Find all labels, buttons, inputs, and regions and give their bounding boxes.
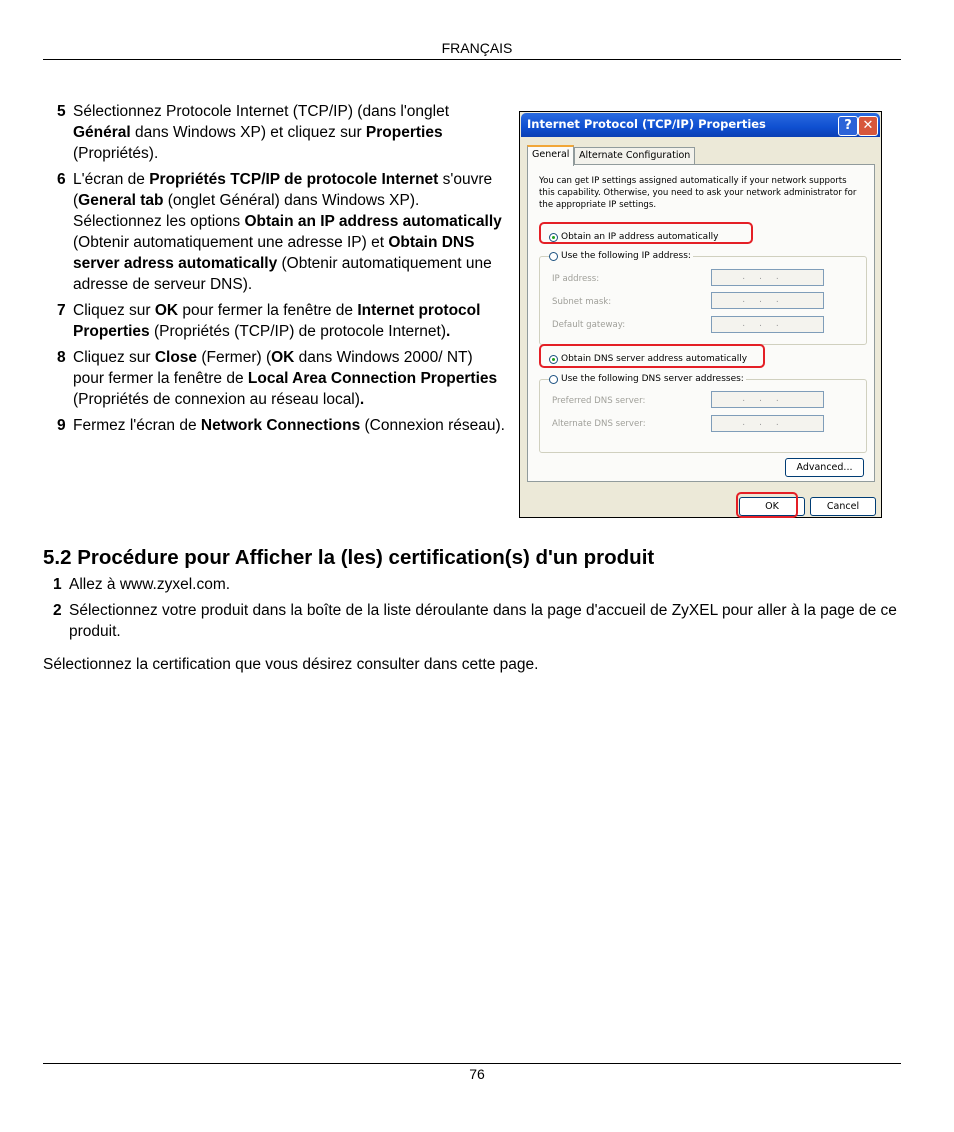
preferred-dns-label: Preferred DNS server:	[552, 396, 646, 406]
ip-address-input[interactable]: ...	[711, 269, 824, 286]
step-number: 9	[57, 417, 66, 434]
step-item	[57, 101, 505, 164]
dialog-title: Internet Protocol (TCP/IP) Properties	[527, 117, 766, 131]
closing-paragraph: Sélectionnez la certification que vous désirez consulter dans cette page.	[43, 656, 539, 673]
step-text: Sélectionnez votre produit dans la boîte de la liste déroulante dans la page d'accueil de ZyXEL pour aller à la page de ce produit.	[69, 602, 897, 640]
ok-button[interactable]: OK	[739, 497, 805, 516]
tab-alternate-configuration[interactable]: Alternate Configuration	[574, 147, 695, 165]
highlight-obtain-ip	[539, 222, 753, 244]
tcpip-properties-dialog	[519, 111, 882, 518]
step-item	[57, 300, 505, 342]
default-gateway-label: Default gateway:	[552, 320, 626, 330]
step-number: 1	[53, 576, 62, 593]
page-number: 76	[469, 1066, 485, 1082]
step-number: 8	[57, 349, 66, 366]
general-panel	[527, 164, 875, 482]
radio-label: Use the following IP address:	[561, 251, 691, 261]
step-item	[53, 600, 903, 642]
alternate-dns-input[interactable]: ...	[711, 415, 824, 432]
radio-use-following-dns[interactable]	[549, 374, 746, 384]
radio-unselected-icon	[549, 252, 558, 261]
footer-rule	[43, 1063, 901, 1064]
step-item	[57, 169, 505, 295]
step-text: Fermez l'écran de Network Connections (Connexion réseau).	[73, 417, 505, 434]
help-button[interactable]: ?	[838, 116, 858, 136]
dialog-titlebar	[521, 113, 880, 137]
cancel-button[interactable]: Cancel	[810, 497, 876, 516]
preferred-dns-input[interactable]: ...	[711, 391, 824, 408]
subnet-mask-label: Subnet mask:	[552, 297, 612, 307]
radio-unselected-icon	[549, 375, 558, 384]
step-item	[57, 347, 505, 410]
header-rule	[43, 59, 901, 60]
radio-label: Obtain DNS server address automatically	[561, 354, 748, 364]
step-text: Sélectionnez Protocole Internet (TCP/IP) (dans l'onglet Général dans Windows XP) et cliquez sur Properties (Propriétés).	[73, 103, 450, 162]
step-number: 2	[53, 602, 62, 619]
step-text: Cliquez sur OK pour fermer la fenêtre de Internet protocol Properties (Propriétés (TCP/IP) de protocole Internet).	[73, 302, 481, 340]
step-text: Cliquez sur Close (Fermer) (OK dans Windows 2000/ NT) pour fermer la fenêtre de Local Area Connection Properties (Propriétés de connexion au réseau local).	[73, 349, 498, 408]
dialog-description: You can get IP settings assigned automatically if your network supports this capability. Otherwise, you need to ask your network administrator for the appropriate IP settings.	[539, 176, 857, 210]
step-number: 6	[57, 171, 66, 188]
page-header: FRANÇAIS	[441, 40, 513, 56]
instruction-steps	[57, 101, 505, 441]
subnet-mask-input[interactable]: ...	[711, 292, 824, 309]
section-steps	[53, 574, 903, 647]
tab-general[interactable]: General	[527, 145, 574, 166]
default-gateway-input[interactable]: ...	[711, 316, 824, 333]
highlight-obtain-dns	[539, 344, 765, 368]
radio-label: Use the following DNS server addresses:	[561, 374, 744, 384]
step-text: Allez à www.zyxel.com.	[69, 576, 231, 593]
radio-use-following-ip[interactable]	[549, 251, 693, 261]
advanced-button[interactable]: Advanced...	[785, 458, 864, 477]
radio-label: Obtain an IP address automatically	[561, 232, 719, 242]
step-number: 7	[57, 302, 66, 319]
ip-address-label: IP address:	[552, 274, 600, 284]
step-number: 5	[57, 103, 66, 120]
section-title: 5.2 Procédure pour Afficher la (les) certification(s) d'un produit	[43, 546, 655, 569]
alternate-dns-label: Alternate DNS server:	[552, 419, 646, 429]
highlight-ok	[736, 492, 798, 518]
step-item	[57, 415, 505, 436]
step-text: L'écran de Propriétés TCP/IP de protocole Internet s'ouvre (General tab (onglet Général) dans Windows XP). Sélectionnez les options Obtain an IP address automatically (Obtenir automatiquement une adresse IP) et Obtain DNS server adress automatically (Obtenir automatiquement une adresse de serveur DNS).	[73, 171, 502, 293]
close-button[interactable]: ✕	[858, 116, 878, 136]
step-item	[53, 574, 903, 595]
